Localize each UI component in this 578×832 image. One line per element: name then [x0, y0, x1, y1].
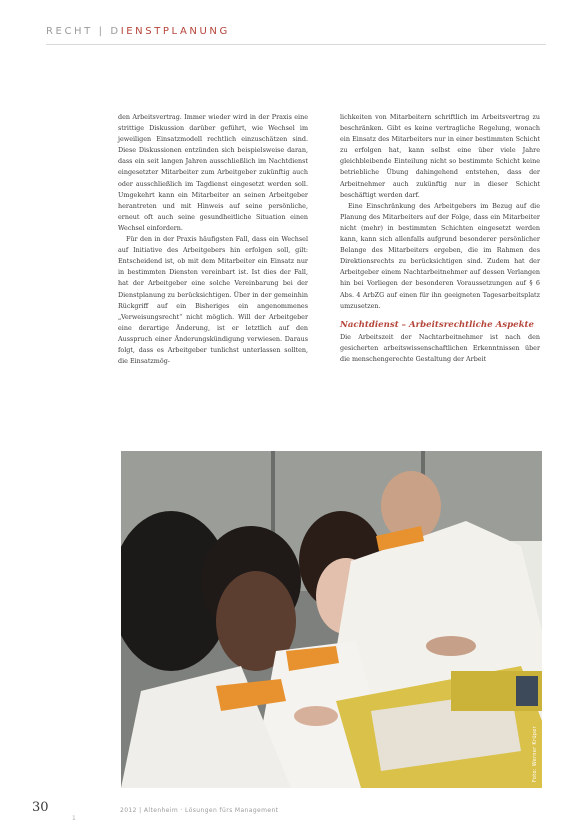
paragraph: Für den in der Praxis häufigsten Fall, dass ein Wechsel auf Initiative des Arbeitgebers hin erfolgen soll, gilt: Entscheidend ist, ob mit dem Mitarbeiter ein Einsatz nur in bestimmten Diensten vereinbart ist. Ist dies der Fall, hat der Arbeitgeber eine solche Vereinbarung bei der Dienstplanung zu berücksichtigen. Über in der gemeinhin Rückgriff auf ein Bisheriges ein angenommenes „Verweisungsrecht“ nicht möglich. Will der Arbeitgeber eine derartige Änderung, ist er letztlich auf den Ausspruch einer Änderungskündigung verwiesen. Daraus folgt, dass es Arbeitgeber tunlichst unterlassen sollten, die Einsatzmög-	[118, 235, 308, 366]
paragraph: lichkeiten von Mitarbeitern schriftlich im Arbeitsvertrag zu beschränken. Gibt es keine vertragliche Regelung, wonach ein Einsatz des Mitarbeiters nur in einer bestimmten Schicht zu erfolgen hat, kann selbst eine über viele Jahre gleichbleibende Einteilung nicht so bestimmte Schicht keine betriebliche Übung dahingehend entstehen, dass der Arbeitnehmer auch zukünftig nur in dieser Schicht beschäftigt werden darf.	[340, 113, 540, 199]
paragraph: Eine Einschränkung des Arbeitgebers im Bezug auf die Planung des Mitarbeiters auf der Folge, dass ein Mitarbeiter nicht (mehr) in bestimmten Schichten eingesetzt werden kann, kann sich allenfalls aufgrund besonderer persönlicher Belange des Mitarbeiters ergeben, die im Rahmen des Direktionsrechts zu berücksichtigen sind. Zudem hat der Arbeitgeber einem Nachtarbeitnehmer auf dessen Verlangen hin bei Vorliegen der besonderen Voraussetzungen auf § 6 Abs. 4 ArbZG auf einen für ihn geeigneten Tagesarbeitsplatz umzusetzen.	[340, 201, 540, 310]
running-header	[46, 26, 546, 40]
page-number: 30	[32, 800, 49, 815]
footer-title: 2012 | Altenheim · Lösungen fürs Management	[120, 807, 279, 814]
article-photo	[121, 451, 542, 788]
header-rule	[46, 44, 546, 45]
photo-credit: Foto: Werner Krüper	[532, 725, 538, 782]
footer-mark: 1	[72, 815, 76, 822]
section-label-prefix: RECHT | D	[46, 26, 121, 37]
paragraph: den Arbeitsvertrag. Immer wieder wird in der Praxis eine strittige Diskussion darüber geführt, wie Wechsel im jeweiligen Einsatzmodell rechtlich einzuschätzen sind. Diese Diskussionen entzünden sich beispielsweise daran, dass ein seit langen Jahren ausschließlich im Nachtdienst eingesetzter Mitarbeiter zum Arbeitgeber zukünftig auch oder ausschließlich im Tagdienst eingesetzt werden soll. Umgekehrt kann ein Mitarbeiter an seinen Arbeitgeber herantreten und mit Hinweis auf seine persönliche, erneut oft auch seine gesundheitliche Situation einen Wechsel einfordern.	[118, 113, 308, 232]
section-label-rest: IENSTPLANUNG	[120, 26, 230, 37]
section-heading: Nachtdienst – Arbeitsrechtliche Aspekte	[340, 319, 534, 330]
paragraph: Die Arbeitszeit der Nachtarbeitnehmer ist nach den gesicherten arbeitswissenschaftlichen Erkenntnissen über die menschengerechte Gestaltung der Arbeit	[340, 332, 540, 363]
text-column-left	[118, 112, 308, 367]
section-label	[46, 26, 546, 37]
text-column-right	[340, 112, 540, 365]
photo-illustration	[121, 451, 542, 788]
